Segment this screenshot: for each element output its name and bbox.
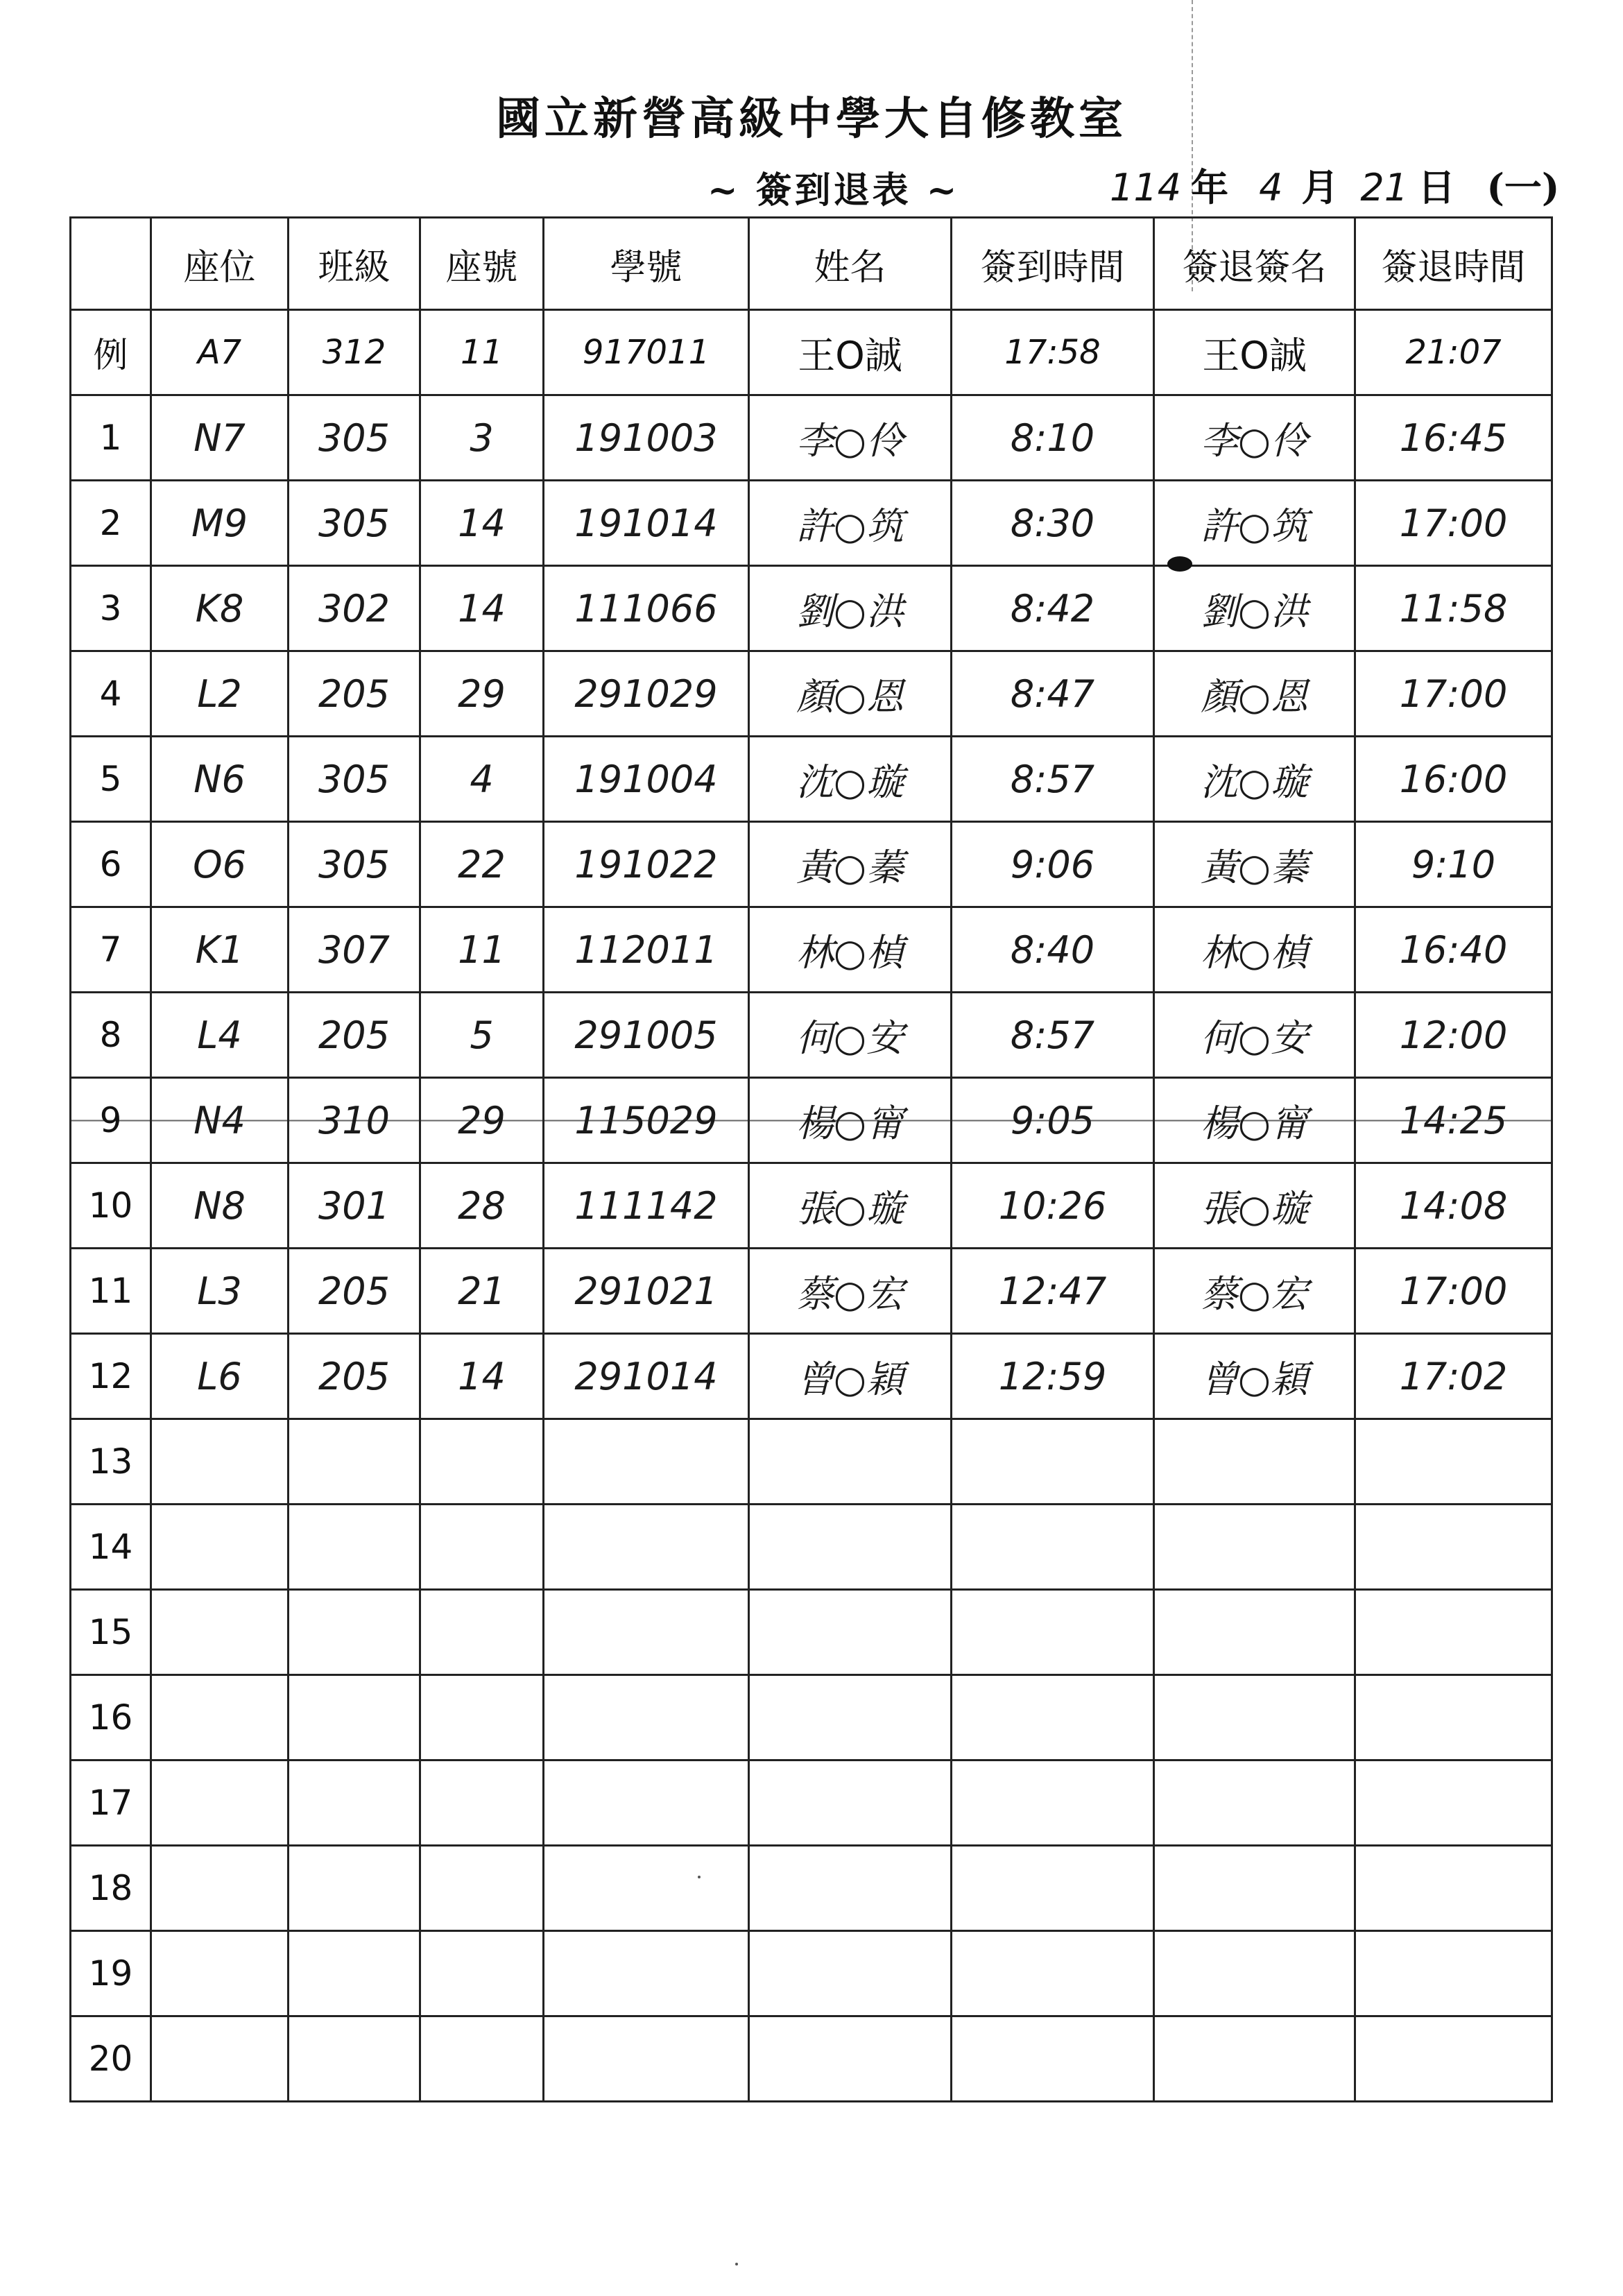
cell-checkout-time xyxy=(1355,2016,1552,2102)
cell-checkout-sign xyxy=(1154,1590,1355,1675)
cell-class xyxy=(289,1675,420,1760)
cell-class xyxy=(289,1931,420,2016)
cell-checkout-time: 17:00 xyxy=(1355,651,1552,737)
cell-seat-no xyxy=(420,1846,544,1931)
cell-student-id xyxy=(544,1505,749,1590)
cell-student-id xyxy=(544,1419,749,1505)
cell-student-id: 291005 xyxy=(544,993,749,1078)
cell-seat xyxy=(151,1675,289,1760)
cell-checkout-sign: 曾○穎 xyxy=(1154,1334,1355,1419)
row-number: 7 xyxy=(71,907,151,993)
cell-student-id: 291021 xyxy=(544,1249,749,1334)
cell-seat-no xyxy=(420,1760,544,1846)
cell-name: 楊○甯 xyxy=(749,1078,952,1163)
cell-seat: N8 xyxy=(151,1163,289,1249)
cell-name: 黃○蓁 xyxy=(749,822,952,907)
table-row xyxy=(71,1846,1552,1931)
cell-checkout-sign: 黃○蓁 xyxy=(1154,822,1355,907)
cell-checkin-time xyxy=(952,1846,1154,1931)
cell-checkout-sign xyxy=(1154,1419,1355,1505)
cell-seat: L3 xyxy=(151,1249,289,1334)
table-row xyxy=(71,1760,1552,1846)
cell-checkout-time xyxy=(1355,1931,1552,2016)
cell-name xyxy=(749,1505,952,1590)
cell-seat-no: 11 xyxy=(420,907,544,993)
example-seat: A7 xyxy=(151,310,289,395)
example-checkout-time: 21:07 xyxy=(1355,310,1552,395)
day-label: 日 xyxy=(1418,165,1456,209)
cell-seat-no: 14 xyxy=(420,566,544,651)
cell-seat-no: 4 xyxy=(420,737,544,822)
row-number: 9 xyxy=(71,1078,151,1163)
cell-name: 許○筑 xyxy=(749,481,952,566)
example-checkout-sign: 王O誠 xyxy=(1154,310,1355,395)
cell-checkin-time: 10:26 xyxy=(952,1163,1154,1249)
cell-name: 劉○洪 xyxy=(749,566,952,651)
year-label: 年 xyxy=(1191,165,1229,209)
cell-checkout-time: 17:00 xyxy=(1355,481,1552,566)
cell-checkout-time xyxy=(1355,1505,1552,1590)
ink-blot xyxy=(1167,556,1192,572)
cell-student-id: 115029 xyxy=(544,1078,749,1163)
cell-class xyxy=(289,2016,420,2102)
cell-checkout-time xyxy=(1355,1675,1552,1760)
cell-seat-no: 3 xyxy=(420,395,544,481)
cell-checkin-time: 8:57 xyxy=(952,993,1154,1078)
cell-class: 305 xyxy=(289,395,420,481)
cell-checkout-sign xyxy=(1154,1846,1355,1931)
example-seat-no: 11 xyxy=(420,310,544,395)
cell-class: 301 xyxy=(289,1163,420,1249)
table-row xyxy=(71,822,1552,907)
col-header-seat-no: 座號 xyxy=(420,218,544,310)
cell-class xyxy=(289,1590,420,1675)
cell-seat-no xyxy=(420,1419,544,1505)
cell-name xyxy=(749,1590,952,1675)
cell-checkout-sign: 劉○洪 xyxy=(1154,566,1355,651)
row-number: 16 xyxy=(71,1675,151,1760)
cell-student-id: 191014 xyxy=(544,481,749,566)
row-number: 20 xyxy=(71,2016,151,2102)
cell-student-id xyxy=(544,2016,749,2102)
cell-seat: O6 xyxy=(151,822,289,907)
cell-seat-no: 14 xyxy=(420,1334,544,1419)
cell-checkout-sign: 張○璇 xyxy=(1154,1163,1355,1249)
cell-seat: K1 xyxy=(151,907,289,993)
cell-seat-no: 14 xyxy=(420,481,544,566)
cell-checkin-time: 8:40 xyxy=(952,907,1154,993)
row-number: 10 xyxy=(71,1163,151,1249)
cell-seat-no xyxy=(420,2016,544,2102)
page-title: 國立新營高級中學大自修教室 xyxy=(496,93,1127,145)
row-number: 4 xyxy=(71,651,151,737)
cell-name: 蔡○宏 xyxy=(749,1249,952,1334)
cell-class xyxy=(289,1419,420,1505)
cell-name xyxy=(749,1931,952,2016)
table-row xyxy=(71,1163,1552,1249)
cell-seat: M9 xyxy=(151,481,289,566)
cell-checkout-sign xyxy=(1154,1505,1355,1590)
cell-checkout-time: 14:25 xyxy=(1355,1078,1552,1163)
cell-seat xyxy=(151,1931,289,2016)
row-number: 17 xyxy=(71,1760,151,1846)
table-row xyxy=(71,1419,1552,1505)
row-number: 14 xyxy=(71,1505,151,1590)
cell-class: 205 xyxy=(289,651,420,737)
cell-class xyxy=(289,1846,420,1931)
cell-seat-no xyxy=(420,1505,544,1590)
cell-name: 林○楨 xyxy=(749,907,952,993)
cell-seat-no xyxy=(420,1590,544,1675)
cell-class xyxy=(289,1760,420,1846)
col-header-student-id: 學號 xyxy=(544,218,749,310)
example-label: 例 xyxy=(71,310,151,395)
cell-checkout-time: 17:00 xyxy=(1355,1249,1552,1334)
table-row xyxy=(71,737,1552,822)
cell-checkout-sign: 顏○恩 xyxy=(1154,651,1355,737)
cell-class: 307 xyxy=(289,907,420,993)
cell-seat xyxy=(151,1505,289,1590)
cell-checkout-sign xyxy=(1154,1675,1355,1760)
table-row xyxy=(71,1505,1552,1590)
table-row xyxy=(71,1590,1552,1675)
cell-seat: N6 xyxy=(151,737,289,822)
cell-seat: K8 xyxy=(151,566,289,651)
cell-student-id: 191004 xyxy=(544,737,749,822)
cell-checkout-sign: 沈○璇 xyxy=(1154,737,1355,822)
cell-seat: N4 xyxy=(151,1078,289,1163)
cell-seat-no: 28 xyxy=(420,1163,544,1249)
table-row xyxy=(71,1249,1552,1334)
date-weekday: (一) xyxy=(1486,165,1560,209)
cell-checkout-time xyxy=(1355,1590,1552,1675)
cell-checkout-time: 16:40 xyxy=(1355,907,1552,993)
table-row xyxy=(71,1931,1552,2016)
cell-seat xyxy=(151,1590,289,1675)
cell-checkout-time xyxy=(1355,1846,1552,1931)
row-number: 5 xyxy=(71,737,151,822)
col-header-class: 班級 xyxy=(289,218,420,310)
row-number: 2 xyxy=(71,481,151,566)
row-number: 18 xyxy=(71,1846,151,1931)
cell-checkin-time: 12:47 xyxy=(952,1249,1154,1334)
cell-checkin-time: 8:10 xyxy=(952,395,1154,481)
table-row xyxy=(71,907,1552,993)
cell-name: 沈○璇 xyxy=(749,737,952,822)
cell-name: 李○伶 xyxy=(749,395,952,481)
table-row xyxy=(71,566,1552,651)
date-year: 114 xyxy=(1110,166,1182,209)
cell-checkout-time: 17:02 xyxy=(1355,1334,1552,1419)
paper-speck xyxy=(735,2263,738,2265)
cell-checkout-sign: 李○伶 xyxy=(1154,395,1355,481)
example-class: 312 xyxy=(289,310,420,395)
table-row xyxy=(71,481,1552,566)
row-number: 12 xyxy=(71,1334,151,1419)
cell-student-id: 112011 xyxy=(544,907,749,993)
cell-student-id: 191003 xyxy=(544,395,749,481)
cell-name: 顏○恩 xyxy=(749,651,952,737)
cell-checkout-sign xyxy=(1154,2016,1355,2102)
cell-student-id xyxy=(544,1760,749,1846)
date-month: 4 xyxy=(1259,166,1283,209)
cell-checkin-time: 12:59 xyxy=(952,1334,1154,1419)
row-number: 15 xyxy=(71,1590,151,1675)
col-header-index xyxy=(71,218,151,310)
col-header-checkout-time: 簽退時間 xyxy=(1355,218,1552,310)
cell-checkout-sign xyxy=(1154,1931,1355,2016)
cell-checkin-time: 9:06 xyxy=(952,822,1154,907)
cell-student-id: 191022 xyxy=(544,822,749,907)
cell-checkin-time: 8:57 xyxy=(952,737,1154,822)
signin-table xyxy=(69,216,1553,2102)
cell-student-id xyxy=(544,1931,749,2016)
cell-class xyxy=(289,1505,420,1590)
cell-class: 302 xyxy=(289,566,420,651)
cell-checkout-sign: 林○楨 xyxy=(1154,907,1355,993)
cell-seat-no: 21 xyxy=(420,1249,544,1334)
cell-student-id xyxy=(544,1675,749,1760)
cell-seat: N7 xyxy=(151,395,289,481)
cell-checkin-time xyxy=(952,1760,1154,1846)
cell-class: 305 xyxy=(289,737,420,822)
cell-class: 205 xyxy=(289,1249,420,1334)
cell-name: 張○璇 xyxy=(749,1163,952,1249)
row-number: 13 xyxy=(71,1419,151,1505)
cell-checkin-time xyxy=(952,1931,1154,2016)
cell-checkin-time xyxy=(952,1590,1154,1675)
cell-checkin-time: 8:47 xyxy=(952,651,1154,737)
cell-student-id: 291029 xyxy=(544,651,749,737)
cell-seat-no: 5 xyxy=(420,993,544,1078)
row-number: 6 xyxy=(71,822,151,907)
row-number: 3 xyxy=(71,566,151,651)
cell-class: 310 xyxy=(289,1078,420,1163)
cell-seat xyxy=(151,1846,289,1931)
cell-student-id xyxy=(544,1846,749,1931)
cell-name: 何○安 xyxy=(749,993,952,1078)
cell-seat-no: 29 xyxy=(420,651,544,737)
table-row xyxy=(71,1078,1552,1163)
cell-checkout-sign xyxy=(1154,1760,1355,1846)
date-line xyxy=(1110,158,1569,212)
table-row xyxy=(71,1334,1552,1419)
cell-checkout-time xyxy=(1355,1419,1552,1505)
table-row xyxy=(71,1675,1552,1760)
cell-seat: L4 xyxy=(151,993,289,1078)
cell-seat-no xyxy=(420,1675,544,1760)
cell-class: 205 xyxy=(289,1334,420,1419)
cell-checkout-time: 11:58 xyxy=(1355,566,1552,651)
cell-student-id: 111066 xyxy=(544,566,749,651)
example-name: 王O誠 xyxy=(749,310,952,395)
cell-seat-no: 29 xyxy=(420,1078,544,1163)
cell-name xyxy=(749,2016,952,2102)
cell-seat-no: 22 xyxy=(420,822,544,907)
cell-checkout-time xyxy=(1355,1760,1552,1846)
cell-name: 曾○穎 xyxy=(749,1334,952,1419)
table-row xyxy=(71,651,1552,737)
cell-name xyxy=(749,1846,952,1931)
cell-checkout-sign: 何○安 xyxy=(1154,993,1355,1078)
cell-checkout-time: 16:00 xyxy=(1355,737,1552,822)
col-header-name: 姓名 xyxy=(749,218,952,310)
col-header-seat: 座位 xyxy=(151,218,289,310)
cell-checkin-time xyxy=(952,1419,1154,1505)
cell-seat xyxy=(151,2016,289,2102)
header-row xyxy=(71,218,1552,310)
example-checkin: 17:58 xyxy=(952,310,1154,395)
cell-seat xyxy=(151,1419,289,1505)
cell-seat: L2 xyxy=(151,651,289,737)
row-number: 1 xyxy=(71,395,151,481)
month-label: 月 xyxy=(1301,165,1339,209)
cell-checkout-time: 9:10 xyxy=(1355,822,1552,907)
col-header-checkout-sign: 簽退簽名 xyxy=(1154,218,1355,310)
cell-checkin-time xyxy=(952,2016,1154,2102)
cell-checkout-time: 16:45 xyxy=(1355,395,1552,481)
cell-class: 305 xyxy=(289,822,420,907)
row-number: 19 xyxy=(71,1931,151,2016)
cell-checkin-time xyxy=(952,1675,1154,1760)
paper-speck xyxy=(698,1876,701,1878)
cell-checkin-time: 9:05 xyxy=(952,1078,1154,1163)
cell-class: 205 xyxy=(289,993,420,1078)
table-row xyxy=(71,993,1552,1078)
cell-seat-no xyxy=(420,1931,544,2016)
example-row xyxy=(71,310,1552,395)
cell-checkin-time: 8:42 xyxy=(952,566,1154,651)
cell-student-id: 291014 xyxy=(544,1334,749,1419)
example-student-id: 917011 xyxy=(544,310,749,395)
cell-checkin-time xyxy=(952,1505,1154,1590)
cell-seat xyxy=(151,1760,289,1846)
cell-checkout-time: 12:00 xyxy=(1355,993,1552,1078)
cell-checkout-sign: 蔡○宏 xyxy=(1154,1249,1355,1334)
cell-name xyxy=(749,1419,952,1505)
subtitle: ~ 簽到退表 ~ xyxy=(707,169,960,212)
row-number: 8 xyxy=(71,993,151,1078)
cell-checkin-time: 8:30 xyxy=(952,481,1154,566)
cell-name xyxy=(749,1760,952,1846)
row-number: 11 xyxy=(71,1249,151,1334)
cell-student-id: 111142 xyxy=(544,1163,749,1249)
cell-checkout-sign: 許○筑 xyxy=(1154,481,1355,566)
cell-name xyxy=(749,1675,952,1760)
col-header-checkin-time: 簽到時間 xyxy=(952,218,1154,310)
table-row xyxy=(71,395,1552,481)
cell-checkout-sign: 楊○甯 xyxy=(1154,1078,1355,1163)
cell-seat: L6 xyxy=(151,1334,289,1419)
cell-student-id xyxy=(544,1590,749,1675)
cell-class: 305 xyxy=(289,481,420,566)
table-row xyxy=(71,2016,1552,2102)
date-day: 21 xyxy=(1360,166,1409,209)
cell-checkout-time: 14:08 xyxy=(1355,1163,1552,1249)
